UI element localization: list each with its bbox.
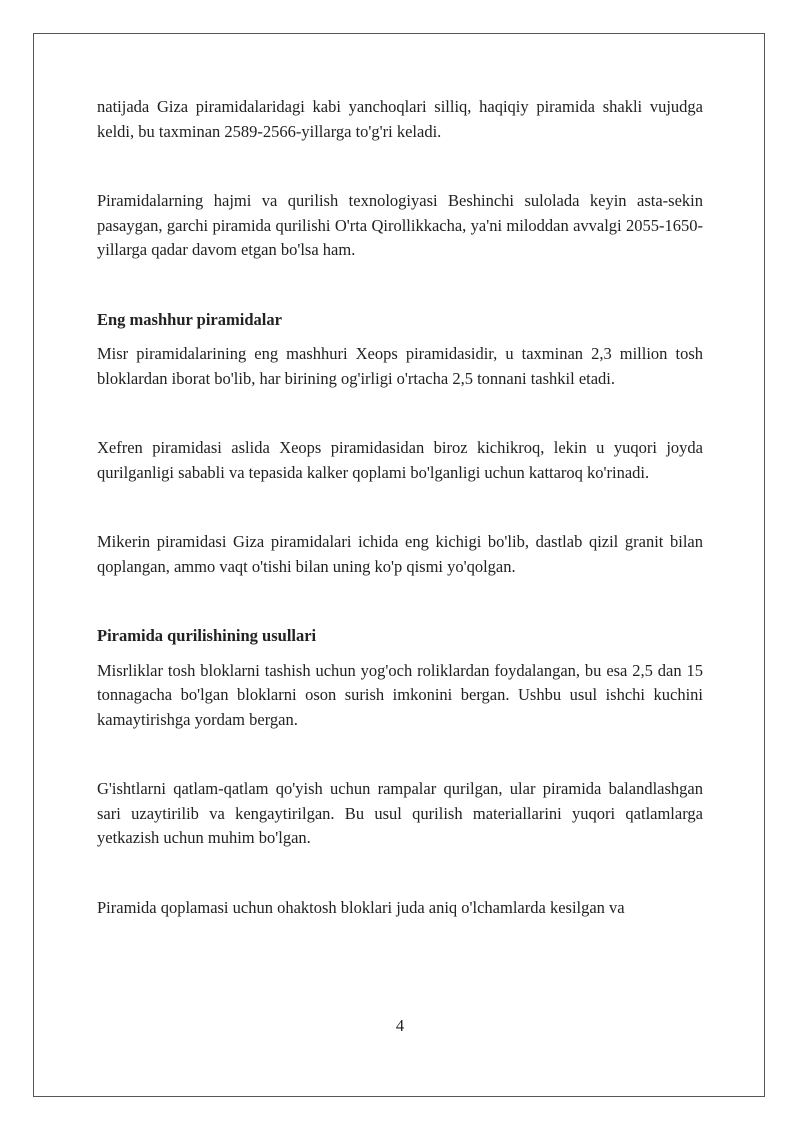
paragraph-3: Misr piramidalarining eng mashhuri Xeops piramidasidir, u taxminan 2,3 million tosh bloklardan iborat bo'lib, har birining og'irligi o'rtacha 2,5 tonnani tashkil etadi. <box>97 344 703 388</box>
paragraph-8: Piramida qoplamasi uchun ohaktosh bloklari juda aniq o'lchamlarda kesilgan va <box>97 897 625 917</box>
paragraph-4: Xefren piramidasi aslida Xeops piramidasidan biroz kichikroq, lekin u yuqori joyda qurilganligi sababli va tepasida kalker qoplami bo'lganligi uchun kattaroq ko'rinadi. <box>97 438 703 482</box>
paragraph-6: Misrliklar tosh bloklarni tashish uchun yog'och roliklardan foydalangan, bu esa 2,5 dan 15 tonnagacha bo'lgan bloklarni oson surish imkonini bergan. Ushbu usul ishchi kuchini kamaytirishga yordam bergan. <box>97 660 703 729</box>
paragraph-7: G'ishtlarni qatlam-qatlam qo'yish uchun rampalar qurilgan, ular piramida balandlashgan sari uzaytirilib va kengaytirilgan. Bu usul qurilish materiallarini yuqori qatlamlarga yetkazish uchun muhim bo'lgan. <box>97 779 703 847</box>
paragraph-5: Mikerin piramidasi Giza piramidalari ichida eng kichigi bo'lib, dastlab qizil granit bilan qoplangan, ammo vaqt o'tishi bilan uning ko'p qismi yo'qolgan. <box>97 532 703 576</box>
document-body <box>97 95 703 920</box>
page-number: 4 <box>395 1016 405 1035</box>
section-heading-construction-methods: Piramida qurilishining usullari <box>97 626 317 645</box>
paragraph-1: natijada Giza piramidalaridagi kabi yanchoqlari silliq, haqiqiy piramida shakli vujudga keldi, bu taxminan 2589-2566-yillarga to'g'ri keladi. <box>97 97 703 141</box>
section-heading-famous-pyramids: Eng mashhur piramidalar <box>97 309 282 329</box>
paragraph-2: Piramidalarning hajmi va qurilish texnologiyasi Beshinchi sulolada keyin asta-sekin pasaygan, garchi piramida qurilishi O'rta Qirollikkacha, ya'ni miloddan avvalgi 2055-1650-yillarga qadar davom etgan bo'lsa ham. <box>97 191 703 259</box>
